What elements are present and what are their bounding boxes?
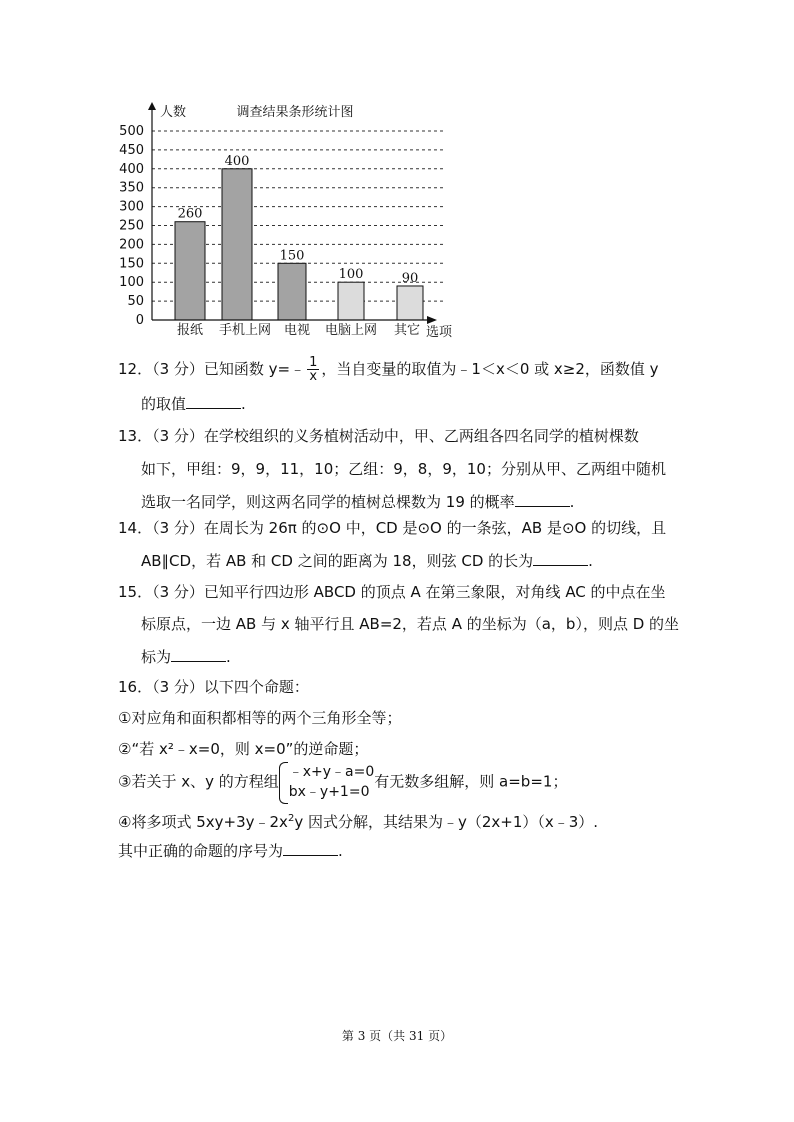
data-label: 90 (401, 270, 419, 286)
bar (222, 169, 252, 320)
data-label: 150 (279, 248, 305, 264)
fraction-denominator: x (309, 369, 318, 384)
q12-fraction (307, 356, 319, 383)
data-label: 400 (224, 153, 250, 169)
bar (397, 286, 423, 320)
y-tick-label: 100 (119, 275, 144, 291)
q14-end: . (588, 552, 593, 570)
equation-2: bx﹣y+1=0 (288, 784, 370, 800)
x-axis-arrow (427, 316, 437, 324)
q12-text-post: ，当自变量的取值为﹣1＜x＜0 或 x≥2，函数值 y (321, 360, 659, 378)
data-label: 100 (338, 267, 364, 283)
brace-icon (279, 762, 288, 804)
question-14-line-2 (141, 551, 593, 571)
q16-end: . (338, 842, 343, 860)
q13-line3: 选取一名同学，则这两名同学的植树总棵数为 19 的概率 (141, 493, 515, 511)
y-tick-label: 300 (119, 199, 144, 215)
proposition-4 (118, 809, 598, 832)
chart-title: 调查结果条形统计图 (236, 105, 354, 120)
bar-chart (100, 96, 470, 341)
question-16-line-1: 16．（3 分）以下四个命题： (118, 678, 309, 696)
y-tick-label: 0 (135, 313, 144, 328)
category-label: 报纸 (176, 323, 204, 338)
category-label: 电脑上网 (324, 323, 378, 338)
proposition-2: ②“若 x²﹣x=0，则 x=0”的逆命题； (118, 740, 369, 758)
category-label: 手机上网 (218, 323, 272, 338)
p4-pre: ④将多项式 5xy+3y﹣2x (118, 813, 288, 831)
question-15-line-1: 15．（3 分）已知平行四边形 ABCD 的顶点 A 在第三象限，对角线 AC 的中点在坐 (118, 583, 666, 601)
q16-last: 其中正确的命题的序号为 (118, 842, 284, 860)
category-label: 其它 (393, 323, 421, 338)
answer-blank[interactable] (283, 841, 338, 856)
question-12-line-2 (141, 394, 246, 414)
data-label: 260 (177, 206, 203, 222)
y-tick-label: 450 (119, 142, 144, 158)
question-13-line-3 (141, 492, 574, 512)
question-14-line-1: 14．（3 分）在周长为 26π 的⊙O 中，CD 是⊙O 的一条弦，AB 是⊙O 的切线，且 (118, 519, 667, 537)
y-tick-label: 400 (119, 161, 144, 177)
fraction-numerator: 1 (309, 355, 318, 370)
equation-system (279, 762, 375, 802)
category-label: 电视 (283, 323, 311, 338)
question-13-line-2: 如下，甲组：9，9，11，10；乙组：9，8，9，10；分别从甲、乙两组中随机 (141, 460, 666, 478)
bar (175, 222, 205, 320)
q12-end: . (241, 395, 246, 413)
p4-post: y 因式分解，其结果为﹣y（2x+1）（x﹣3）. (294, 813, 599, 831)
y-axis-label: 人数 (160, 105, 187, 120)
question-16-last-line (118, 841, 343, 861)
y-tick-label: 150 (119, 256, 144, 272)
question-15-line-3 (141, 647, 231, 667)
p4-superscript: 2 (287, 813, 295, 824)
x-axis-label: 选项 (426, 325, 453, 340)
y-tick-label: 200 (119, 237, 144, 253)
question-13-line-1: 13．（3 分）在学校组织的义务植树活动中，甲、乙两组各四名同学的植树棵数 (118, 427, 639, 445)
y-tick-label: 250 (119, 218, 144, 234)
q15-end: . (226, 648, 231, 666)
y-tick-label: 500 (119, 124, 144, 139)
answer-blank[interactable] (515, 492, 570, 507)
proposition-3 (118, 762, 567, 802)
q15-line3: 标为 (141, 648, 172, 666)
answer-blank[interactable] (533, 551, 588, 566)
y-tick-label: 50 (127, 294, 144, 310)
q12-text-pre: 12．（3 分）已知函数 y=﹣ (118, 360, 306, 378)
q13-end: . (569, 493, 575, 511)
equation-1: ﹣x+y﹣a=0 (288, 764, 375, 780)
y-axis-arrow (148, 102, 156, 110)
page-footer: 第 3 页（共 31 页） (341, 1029, 453, 1043)
q12-line2: 的取值 (141, 395, 187, 413)
bar (278, 263, 306, 320)
p3-post: 有无数多组解，则 a=b=1； (374, 772, 568, 791)
answer-blank[interactable] (171, 647, 226, 662)
y-tick-label: 350 (119, 180, 144, 196)
bar (338, 282, 364, 320)
question-12-line-1 (118, 356, 659, 383)
question-15-line-2: 标原点，一边 AB 与 x 轴平行且 AB=2，若点 A 的坐标为（a，b），则点 D 的坐 (141, 615, 680, 633)
q14-line2: AB∥CD，若 AB 和 CD 之间的距离为 18，则弦 CD 的长为 (141, 552, 534, 570)
proposition-1: ①对应角和面积都相等的两个三角形全等； (118, 709, 402, 727)
answer-blank[interactable] (186, 394, 241, 409)
p3-pre: ③若关于 x、y 的方程组 (118, 772, 279, 791)
